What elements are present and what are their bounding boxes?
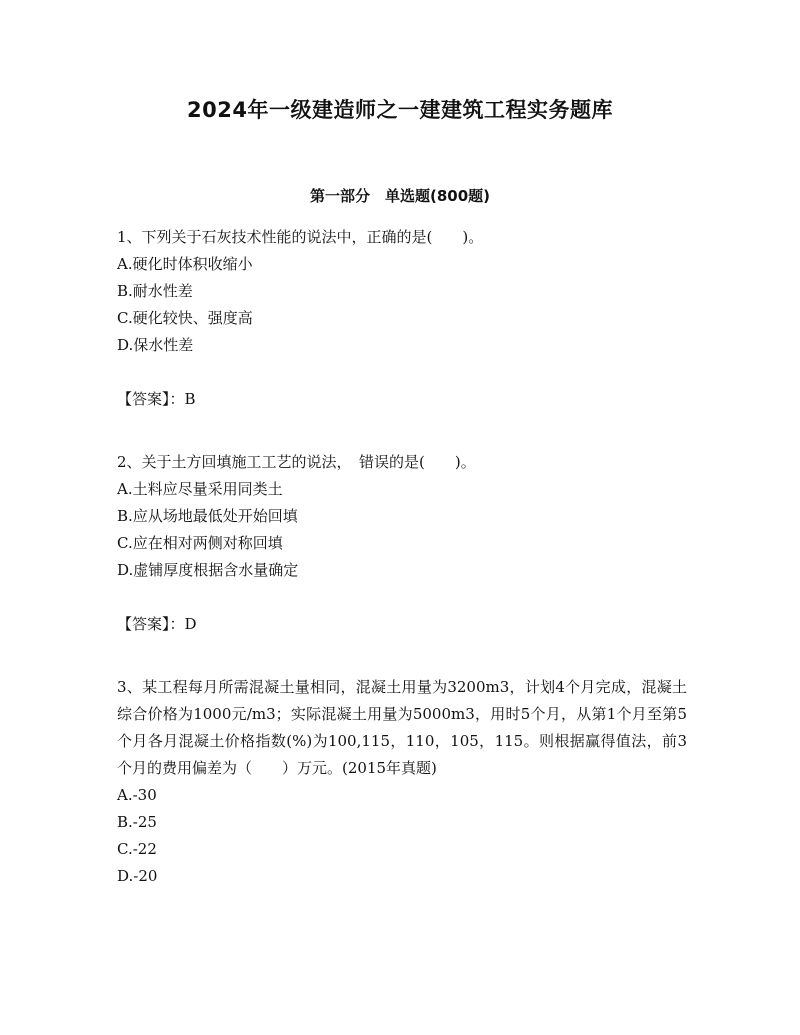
answer: 【答案】：D [117,615,197,633]
question-1 [117,224,687,413]
option-d: D.保水性差 [117,336,194,354]
option-b: B.耐水性差 [117,282,193,300]
question-3 [117,674,687,890]
question-stem: 1、下列关于石灰技术性能的说法中，正确的是( )。 [117,228,484,246]
question-stem: 2、关于土方回填施工工艺的说法， 错误的是( )。 [117,453,476,471]
question-2 [117,449,687,638]
question-list [117,224,687,890]
option-a: A.土料应尽量采用同类土 [117,480,283,498]
option-c: C.-22 [117,840,157,858]
option-b: B.-25 [117,813,157,831]
answer: 【答案】：B [117,390,196,408]
document-title: 2024年一级建造师之一建建筑工程实务题库 [187,98,613,122]
option-b: B.应从场地最低处开始回填 [117,507,298,525]
section-title: 第一部分 单选题(800题) [309,187,491,205]
option-a: A.硬化时体积收缩小 [117,255,253,273]
question-stem: 3、某工程每月所需混凝土量相同，混凝土用量为3200m3，计划4个月完成，混凝土综合价格为1000元/m3；实际混凝土用量为5000m3，用时5个月，从第1个月至第5个月各月混凝土价格指数(%)为100,115，110，105，115。则根据赢得值法，前3个月的费用偏差为（ ）万元。(2015年真题) [117,678,687,777]
option-c: C.应在相对两侧对称回填 [117,534,283,552]
option-d: D.-20 [117,867,158,885]
option-a: A.-30 [117,786,157,804]
option-d: D.虚铺厚度根据含水量确定 [117,561,299,579]
option-c: C.硬化较快、强度高 [117,309,253,327]
